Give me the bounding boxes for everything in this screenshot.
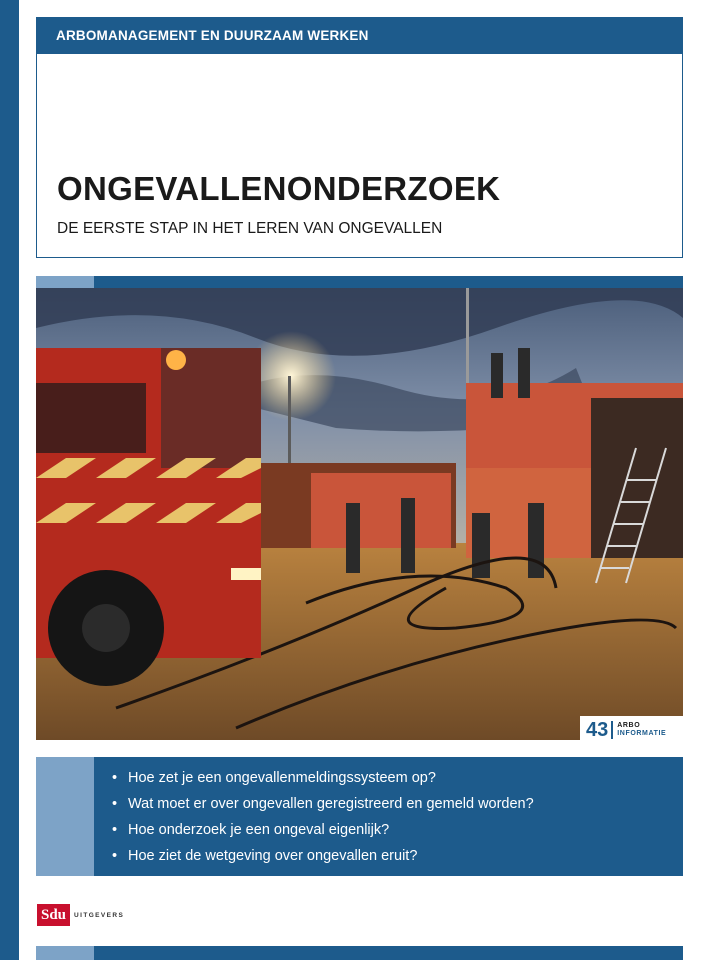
bottom-band (94, 946, 683, 960)
publisher-logo-mark: Sdu (37, 904, 70, 926)
question-item (112, 843, 683, 869)
series-label-line1: ARBO (617, 722, 641, 729)
title-box (36, 54, 683, 258)
book-title: ONGEVALLENONDERZOEK (57, 170, 501, 207)
series-label-line2: INFORMATIE (617, 730, 667, 737)
issue-badge (580, 716, 683, 744)
bullet-icon: • (112, 796, 118, 812)
series-label (617, 722, 666, 738)
question-item (112, 817, 683, 843)
bullet-icon: • (112, 770, 118, 786)
question-text: Hoe zet je een ongevallenmeldingssysteem op? (128, 770, 436, 786)
questions-accent (36, 757, 94, 876)
publisher-name: UITGEVERS (74, 911, 125, 919)
series-title: ARBOMANAGEMENT EN DUURZAAM WERKEN (36, 17, 683, 54)
question-text: Hoe ziet de wetgeving over ongevallen eruit? (128, 848, 418, 864)
issue-separator (611, 721, 613, 739)
book-subtitle: DE EERSTE STAP IN HET LEREN VAN ONGEVALLEN (57, 220, 443, 237)
bottom-band-accent (36, 946, 94, 960)
question-text: Wat moet er over ongevallen geregistreerd en gemeld worden? (128, 796, 534, 812)
book-spine-band (0, 0, 19, 960)
bullet-icon: • (112, 848, 118, 864)
question-text: Hoe onderzoek je een ongeval eigenlijk? (128, 822, 390, 838)
question-item (112, 765, 683, 791)
cover-photo (36, 288, 683, 740)
issue-number: 43 (586, 719, 609, 741)
questions-panel (94, 757, 683, 876)
bullet-icon: • (112, 822, 118, 838)
publisher-logo (37, 904, 124, 926)
question-item (112, 791, 683, 817)
